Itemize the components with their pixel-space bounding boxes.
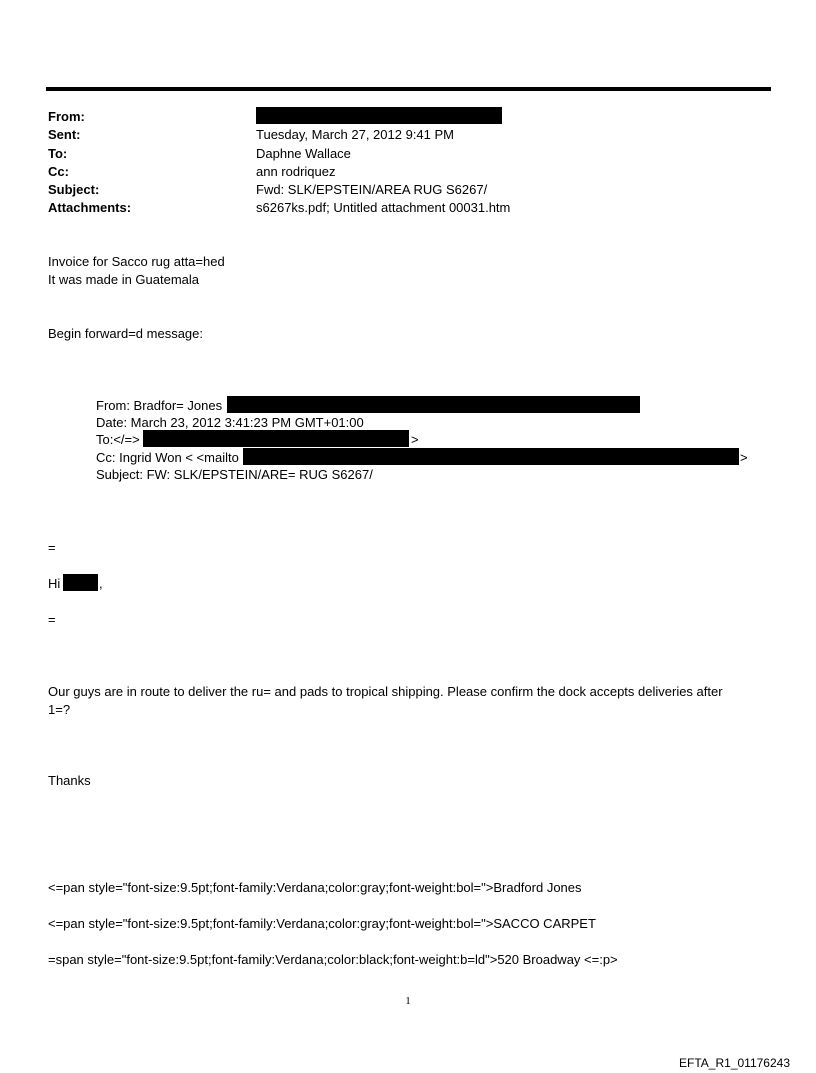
document-id: EFTA_R1_01176243 bbox=[679, 1056, 790, 1070]
to-value: Daphne Wallace bbox=[256, 146, 351, 161]
fwd-date: Date: March 23, 2012 3:41:23 PM GMT+01:00 bbox=[96, 415, 364, 430]
equals-line-1: = bbox=[48, 540, 56, 555]
fwd-cc-redaction bbox=[243, 448, 739, 465]
from-redaction bbox=[256, 107, 502, 124]
sent-value: Tuesday, March 27, 2012 9:41 PM bbox=[256, 127, 454, 142]
thanks-text: Thanks bbox=[48, 773, 91, 788]
greeting: Hi bbox=[48, 576, 61, 591]
signature-line-2: <=pan style="font-size:9.5pt;font-family:Verdana;color:gray;font-weight:bol=">SACCO CARPET bbox=[48, 916, 596, 931]
fwd-from-redaction bbox=[227, 396, 640, 413]
sent-label: Sent: bbox=[48, 127, 81, 142]
fwd-subject: Subject: FW: SLK/EPSTEIN/ARE= RUG S6267/ bbox=[96, 467, 373, 482]
subject-value: Fwd: SLK/EPSTEIN/AREA RUG S6267/ bbox=[256, 182, 488, 197]
fwd-cc: Cc: Ingrid Won < <mailto bbox=[96, 450, 239, 465]
to-label: To: bbox=[48, 146, 68, 161]
greeting-name-redaction bbox=[63, 574, 98, 591]
body-line-1: Invoice for Sacco rug atta=hed bbox=[48, 254, 225, 269]
fwd-to-redaction bbox=[143, 430, 409, 447]
fwd-from: From: Bradfor= Jones bbox=[96, 398, 223, 413]
page-number: 1 bbox=[405, 995, 411, 1007]
from-label: From: bbox=[48, 109, 85, 124]
cc-label: Cc: bbox=[48, 164, 69, 179]
signature-line-1: <=pan style="font-size:9.5pt;font-family:Verdana;color:gray;font-weight:bol=">Bradford Jones bbox=[48, 880, 582, 895]
body-line-2: It was made in Guatemala bbox=[48, 272, 200, 287]
greeting-comma: , bbox=[99, 576, 103, 591]
fwd-cc-suffix: > bbox=[740, 450, 748, 465]
attachments-label: Attachments: bbox=[48, 200, 132, 215]
header-rule bbox=[46, 87, 771, 91]
equals-line-2: = bbox=[48, 612, 56, 627]
cc-value: ann rodriquez bbox=[256, 164, 336, 179]
fwd-to: To:</=> bbox=[96, 432, 140, 447]
attachments-value[interactable]: s6267ks.pdf; Untitled attachment 00031.htm bbox=[256, 200, 511, 215]
fwd-to-suffix: > bbox=[411, 432, 419, 447]
signature-line-3: =span style="font-size:9.5pt;font-family:Verdana;color:black;font-weight:b=ld">520 Broadway <=:p> bbox=[48, 952, 618, 967]
subject-label: Subject: bbox=[48, 182, 100, 197]
message-paragraph-line-2: 1=? bbox=[48, 702, 71, 717]
begin-forward-text: Begin forward=d message: bbox=[48, 326, 204, 341]
message-paragraph-line-1: Our guys are in route to deliver the ru= and pads to tropical shipping. Please confirm the dock accepts deliveries after bbox=[48, 684, 723, 699]
